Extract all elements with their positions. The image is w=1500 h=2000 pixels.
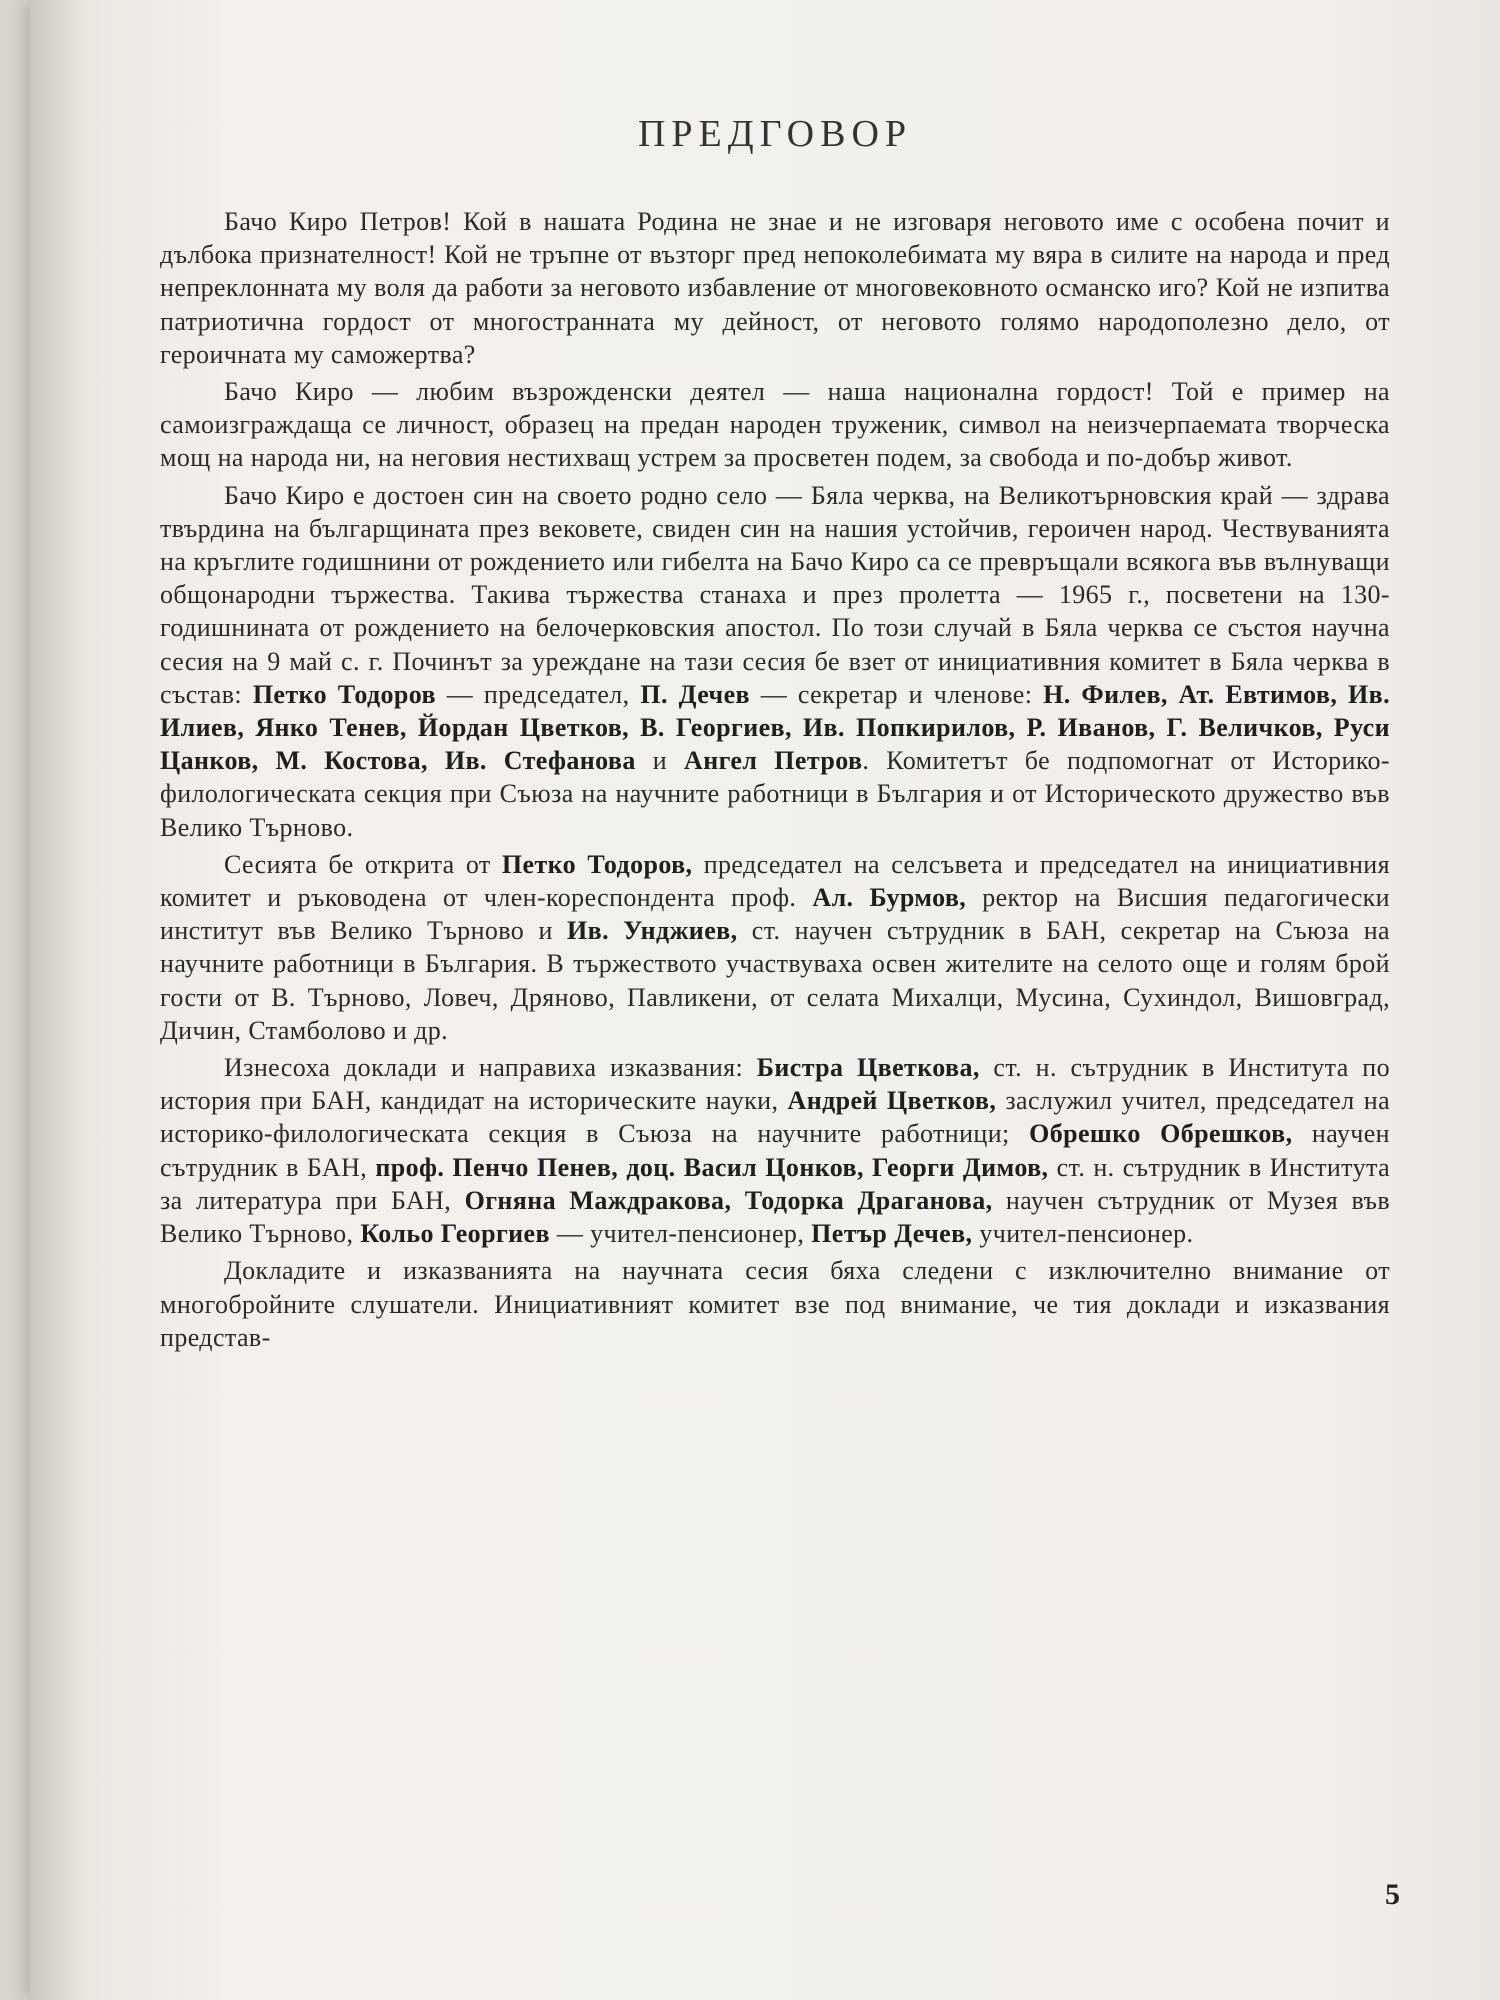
text: — учител-пенсионер, bbox=[556, 1219, 805, 1249]
text: председател на селсъвета и председател на инициативния комитет и ръководена от член-кореспондента проф. bbox=[160, 849, 1390, 913]
person-name: Андрей Цветков, bbox=[787, 1086, 997, 1116]
text: научен сътрудник в БАН, bbox=[160, 1119, 1390, 1182]
text: ректор на Висшия педагогически институт във Велико Търново и bbox=[160, 883, 1390, 946]
person-name: Бистра Цветкова, bbox=[756, 1053, 980, 1083]
paragraph-6: Докладите и изказванията на научната сесия бяха следени с изключително внимание от многобройните слушатели. Инициативният комитет взе под внимание, че тия доклади и изказвания представ- bbox=[160, 1256, 1390, 1352]
person-name: П. Дечев bbox=[640, 679, 750, 709]
person-name: Ив. Унджиев, bbox=[567, 916, 738, 946]
page-number: 5 bbox=[1385, 1878, 1400, 1911]
paragraph-2: Бачо Киро — любим възрожденски деятел — наша национална гордост! Той е пример на самоизграждаща се личност, образец на предан народен труженик, символ на неизчерпаемата творческа мощ на народа ни, на неговия нестихващ устрем за просветен подем, за свобода и по-добър живот. bbox=[160, 377, 1390, 473]
text: ст. н. сътрудник в Института за литература при БАН, bbox=[160, 1152, 1391, 1215]
text: и bbox=[652, 746, 668, 776]
text: ст. научен сътрудник в БАН, секретар на Съюза на научните работници в България. В тържеството участвуваха освен жителите на селото още и голям брой гости от В. Търново, Ловеч, Дряново, Павликени, от селата Михалци, Мусина, Сухиндол, Вишовград, Дичин, Стамболово и др. bbox=[160, 916, 1390, 1045]
person-name: Огняна Маждракова, Тодорка Драганова, bbox=[464, 1185, 993, 1215]
text: — председател, bbox=[446, 679, 630, 709]
text: Сесията бе открита от bbox=[224, 849, 491, 879]
person-name: Обрешко Обрешков, bbox=[1029, 1119, 1293, 1149]
paragraph-4 bbox=[160, 848, 1390, 1047]
text: заслужил учител, председател на историко-филологическата секция в Съюза на научните работници; bbox=[160, 1086, 1391, 1149]
person-name: проф. Пенчо Пенев, доц. Васил Цонков, Георги Димов, bbox=[375, 1152, 1049, 1182]
text: . Комитетът бе подпомогнат от Историко-филологическата секция при Съюза на научните работници в България и от Историческото дружество във Велико Търново. bbox=[160, 746, 1390, 842]
person-name: Н. Филев, Ат. Евтимов, Ив. Илиев, Янко Тенев, Йордан Цветков, В. Георгиев, Ив. Попкирилов, Р. Иванов, Г. Величков, Руси Цанков, М. Костова, Ив. Стефанова bbox=[160, 679, 1390, 776]
paragraph-3 bbox=[160, 479, 1390, 844]
person-name: Петър Дечев, bbox=[811, 1219, 973, 1249]
page-title: ПРЕДГОВОР bbox=[637, 113, 913, 155]
text: научен сътрудник от Музея във Велико Търново, bbox=[160, 1185, 1391, 1249]
person-name: Петко Тодоров bbox=[252, 679, 436, 709]
page-body bbox=[160, 205, 1390, 1358]
paragraph-1: Бачо Киро Петров! Кой в нашата Родина не знае и не изговаря неговото име с особена почит и дълбока признателност! Кой не тръпне от възторг пред непоколебимата му вяра в силите на народа и пред непреклонната му воля да работи за неговото избавление от многовековното османско иго? Кой не изпитва патриотична гордост от многостранната му дейност, от неговото голямо народополезно дело, от героичната му саможертва? bbox=[160, 207, 1390, 369]
paragraph-5 bbox=[160, 1051, 1390, 1250]
book-page bbox=[30, 0, 1500, 2000]
person-name: Ал. Бурмов, bbox=[812, 883, 967, 913]
person-name: Ангел Петров bbox=[684, 746, 863, 776]
text: ст. н. сътрудник в Института по история при БАН, кандидат на историческите науки, bbox=[160, 1053, 1390, 1116]
person-name: Кольо Георгиев bbox=[360, 1219, 550, 1249]
text: Бачо Киро е достоен син на своето родно село — Бяла черква, на Великотърновския край — здрава твърдина на българщината през вековете, свиден син на нашия устойчив, героичен народ. Чествуванията на кръглите годишнини от рождението или гибелта на Бачо Киро са се превръщали всякога във вълнуващи общонародни тържества. Такива тържества станаха и през пролетта — 1965 г., посветени на 130-годишнината от рождението на белочерковския апостол. По този случай в Бяла черква се състоя научна сесия на 9 май с. г. Починът за уреждане на тази сесия бе взет от инициативния комитет в Бяла черква в състав: bbox=[160, 480, 1390, 709]
person-name: Петко Тодоров, bbox=[501, 849, 693, 879]
text: Изнесоха доклади и направиха изказвания: bbox=[224, 1053, 744, 1083]
text: — секретар и членове: bbox=[760, 679, 1033, 709]
text: учител-пенсионер. bbox=[979, 1219, 1194, 1249]
